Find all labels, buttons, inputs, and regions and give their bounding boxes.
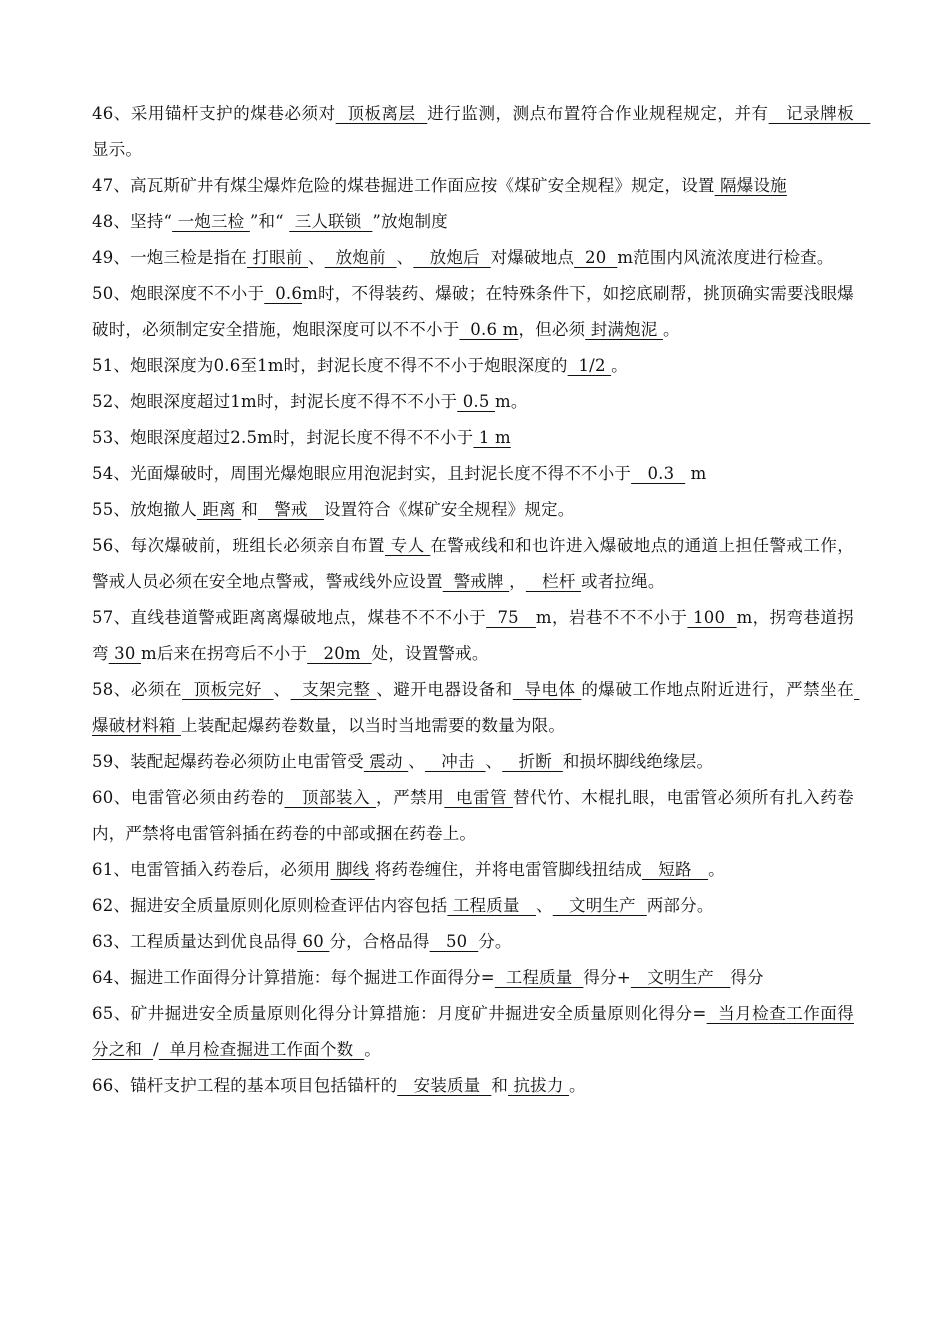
question-text: 、避开电器设备和 bbox=[376, 680, 513, 699]
question-text: ”和“ bbox=[249, 212, 290, 231]
question-52 bbox=[92, 384, 854, 420]
answer-blank: 震动 bbox=[363, 752, 409, 771]
question-text: 。 bbox=[662, 320, 680, 339]
question-text: 48、坚持“ bbox=[92, 212, 173, 231]
question-text: 50、炮眼深度不不小于 bbox=[92, 284, 265, 303]
answer-blank: 一炮三检 bbox=[172, 212, 250, 231]
question-66 bbox=[92, 1068, 854, 1104]
answer-blank: 支架完整 bbox=[290, 680, 377, 699]
answer-blank: 安装质量 bbox=[397, 1076, 492, 1095]
answer-blank: 距离 bbox=[196, 500, 242, 519]
question-text: 设置符合《煤矿安全规程》规定。 bbox=[323, 500, 575, 519]
answer-blank: 0.3 bbox=[631, 464, 686, 483]
answer-blank: 工程质量 bbox=[447, 896, 536, 915]
question-text: 两部分。 bbox=[646, 896, 714, 915]
question-text: 51、炮眼深度为0.6至1m时，封泥长度不得不不小于炮眼深度的 bbox=[92, 356, 568, 375]
question-text: m，岩巷不不不小于 bbox=[535, 608, 688, 627]
answer-blank: 封满炮泥 bbox=[585, 320, 663, 339]
question-text: 65、矿井掘进安全质量原则化得分计算措施：月度矿井掘进安全质量原则化得分= bbox=[92, 1004, 707, 1023]
question-text: 和 bbox=[491, 1076, 509, 1095]
answer-blank: 导电体 bbox=[512, 680, 582, 699]
answer-blank: 隔爆设施 bbox=[714, 176, 787, 195]
answer-blank: 1/2 bbox=[567, 356, 612, 375]
question-text: 64、掘进工作面得分计算措施：每个掘进工作面得分= bbox=[92, 968, 495, 987]
question-text: 54、光面爆破时，周围光爆炮眼应用泡泥封实，且封泥长度不得不不小于 bbox=[92, 464, 632, 483]
question-text: 、 bbox=[273, 680, 291, 699]
question-text: 上装配起爆药卷数量，以当时当地需要的数量为限。 bbox=[180, 716, 566, 735]
question-text: ，但必须 bbox=[518, 320, 586, 339]
question-61 bbox=[92, 852, 854, 888]
question-text: m范围内风流浓度进行检查。 bbox=[617, 248, 834, 267]
question-text: / bbox=[153, 1040, 159, 1059]
answer-blank: 打眼前 bbox=[247, 248, 308, 267]
question-57 bbox=[92, 600, 854, 672]
question-text: 47、高瓦斯矿井有煤尘爆炸危险的煤巷掘进工作面应按《煤矿安全规程》规定，设置 bbox=[92, 176, 715, 195]
question-65 bbox=[92, 996, 854, 1068]
answer-blank: 60 bbox=[297, 932, 330, 951]
answer-blank: 50 bbox=[429, 932, 479, 951]
question-text: 49、一炮三检是指在 bbox=[92, 248, 247, 267]
answer-blank: 0.5 bbox=[457, 392, 495, 411]
question-text: 替代竹、木棍扎眼，电雷管必须所有扎入药卷内，严禁将电雷管斜插在药卷的中部或捆在药卷上。 bbox=[92, 788, 854, 843]
answer-blank: 0.6 bbox=[264, 284, 303, 303]
question-text: m时，不得装药、爆破；在特殊条件下，如挖底刷帮，挑顶确实需要浅眼爆破时，必须制定安全措施，炮眼深度可以不不小于 bbox=[92, 284, 855, 339]
question-text: 进行监测，测点布置符合作业规程规定，并有 bbox=[427, 104, 769, 123]
question-text: 55、放炮撤人 bbox=[92, 500, 197, 519]
answer-blank: 75 bbox=[486, 608, 536, 627]
answer-blank: 工程质量 bbox=[494, 968, 584, 987]
question-text: 56、每次爆破前，班组长必须亲自布置 bbox=[92, 536, 385, 555]
question-text: 在警戒线和和也许进入爆破地点的通道上担任警戒工作，警戒人员必须在安全地点警戒，警戒线外应设置 bbox=[92, 536, 854, 591]
answer-blank: 顶板完好 bbox=[182, 680, 274, 699]
question-58 bbox=[92, 672, 860, 744]
question-text: 66、锚杆支护工程的基本项目包括锚杆的 bbox=[92, 1076, 398, 1095]
question-63 bbox=[92, 924, 854, 960]
question-text: 46、采用锚杆支护的煤巷必须对 bbox=[92, 104, 336, 123]
question-text: 、 bbox=[396, 248, 414, 267]
question-56 bbox=[92, 528, 854, 600]
question-60 bbox=[92, 780, 854, 852]
question-62 bbox=[92, 888, 854, 924]
question-text: 。 bbox=[569, 1076, 586, 1095]
answer-blank: 顶部装入 bbox=[284, 788, 377, 807]
question-59 bbox=[92, 744, 854, 780]
answer-blank: 30 bbox=[108, 644, 141, 663]
question-text: m，拐弯巷道拐弯 bbox=[92, 608, 854, 663]
question-text: 、 bbox=[536, 896, 553, 915]
answer-blank: 单月检查掘进工作面个数 bbox=[158, 1040, 365, 1059]
document-body bbox=[92, 96, 871, 1104]
answer-blank: 1 m bbox=[473, 428, 511, 447]
question-text: ，严禁用 bbox=[376, 788, 445, 807]
question-text: 将药卷缠住，并将电雷管脚线扭结成 bbox=[374, 860, 642, 879]
answer-blank: 20m bbox=[307, 644, 372, 663]
question-text: 得分 bbox=[730, 968, 764, 987]
answer-blank: 栏杆 bbox=[525, 572, 582, 591]
answer-blank: 当月检查工作面得分之和 bbox=[92, 1004, 854, 1059]
question-64 bbox=[92, 960, 854, 996]
question-text: 。 bbox=[364, 1040, 381, 1059]
question-text: 显示。 bbox=[92, 140, 143, 159]
question-55 bbox=[92, 492, 854, 528]
question-text: ”放炮制度 bbox=[372, 212, 448, 231]
answer-blank: 记录牌板 bbox=[768, 104, 871, 123]
answer-blank: 爆破材料箱 bbox=[92, 680, 860, 735]
question-text: 得分+ bbox=[583, 968, 631, 987]
question-text: 对爆破地点 bbox=[490, 248, 575, 267]
answer-blank: 0.6 m bbox=[459, 320, 519, 339]
answer-blank: 放炮前 bbox=[324, 248, 397, 267]
question-text: ， bbox=[509, 572, 526, 591]
question-text: m。 bbox=[494, 392, 528, 411]
question-text: 和 bbox=[241, 500, 258, 519]
question-51 bbox=[92, 348, 854, 384]
question-50 bbox=[92, 276, 854, 348]
answer-blank: 警戒 bbox=[257, 500, 324, 519]
answer-blank: 专人 bbox=[384, 536, 431, 555]
question-text: 、 bbox=[485, 752, 503, 771]
question-47 bbox=[92, 168, 854, 204]
question-text: 或者拉绳。 bbox=[581, 572, 665, 591]
answer-blank: 短路 bbox=[642, 860, 709, 879]
answer-blank: 警戒牌 bbox=[442, 572, 510, 591]
question-text: 的爆破工作地点附近进行，严禁坐在 bbox=[581, 680, 854, 699]
question-text: 分。 bbox=[478, 932, 512, 951]
answer-blank: 脚线 bbox=[330, 860, 375, 879]
answer-blank: 冲击 bbox=[424, 752, 486, 771]
question-text: 52、炮眼深度超过1m时，封泥长度不得不不小于 bbox=[92, 392, 458, 411]
question-text: 。 bbox=[708, 860, 725, 879]
answer-blank: 三人联锁 bbox=[289, 212, 373, 231]
answer-blank: 电雷管 bbox=[444, 788, 513, 807]
answer-blank: 放炮后 bbox=[413, 248, 491, 267]
question-text: 58、必须在 bbox=[92, 680, 183, 699]
answer-blank: 100 bbox=[687, 608, 737, 627]
answer-blank: 20 bbox=[574, 248, 618, 267]
question-text: 60、电雷管必须由药卷的 bbox=[92, 788, 285, 807]
question-text: 57、直线巷道警戒距离离爆破地点，煤巷不不不小于 bbox=[92, 608, 487, 627]
question-text: 处，设置警戒。 bbox=[371, 644, 489, 663]
question-text: 、 bbox=[308, 248, 325, 267]
answer-blank: 文明生产 bbox=[552, 896, 647, 915]
question-48 bbox=[92, 204, 854, 240]
question-text: m后来在拐弯后不小于 bbox=[141, 644, 308, 663]
question-49 bbox=[92, 240, 854, 276]
question-text: 分，合格品得 bbox=[329, 932, 430, 951]
question-54 bbox=[92, 456, 854, 492]
question-text: m bbox=[685, 464, 707, 483]
question-53 bbox=[92, 420, 854, 456]
question-text: 61、电雷管插入药卷后，必须用 bbox=[92, 860, 331, 879]
question-text: 59、装配起爆药卷必须防止电雷管受 bbox=[92, 752, 364, 771]
answer-blank: 抗拔力 bbox=[508, 1076, 570, 1095]
answer-blank: 折断 bbox=[502, 752, 563, 771]
question-text: 63、工程质量达到优良品得 bbox=[92, 932, 298, 951]
answer-blank: 顶板离层 bbox=[335, 104, 428, 123]
question-text: 62、掘进安全质量原则化原则检查评估内容包括 bbox=[92, 896, 448, 915]
question-text: 和损坏脚线绝缘层。 bbox=[562, 752, 714, 771]
question-text: 53、炮眼深度超过2.5m时，封泥长度不得不不小于 bbox=[92, 428, 474, 447]
answer-blank: 文明生产 bbox=[630, 968, 731, 987]
question-46 bbox=[92, 96, 871, 168]
question-text: 、 bbox=[408, 752, 425, 771]
question-text: 。 bbox=[611, 356, 628, 375]
